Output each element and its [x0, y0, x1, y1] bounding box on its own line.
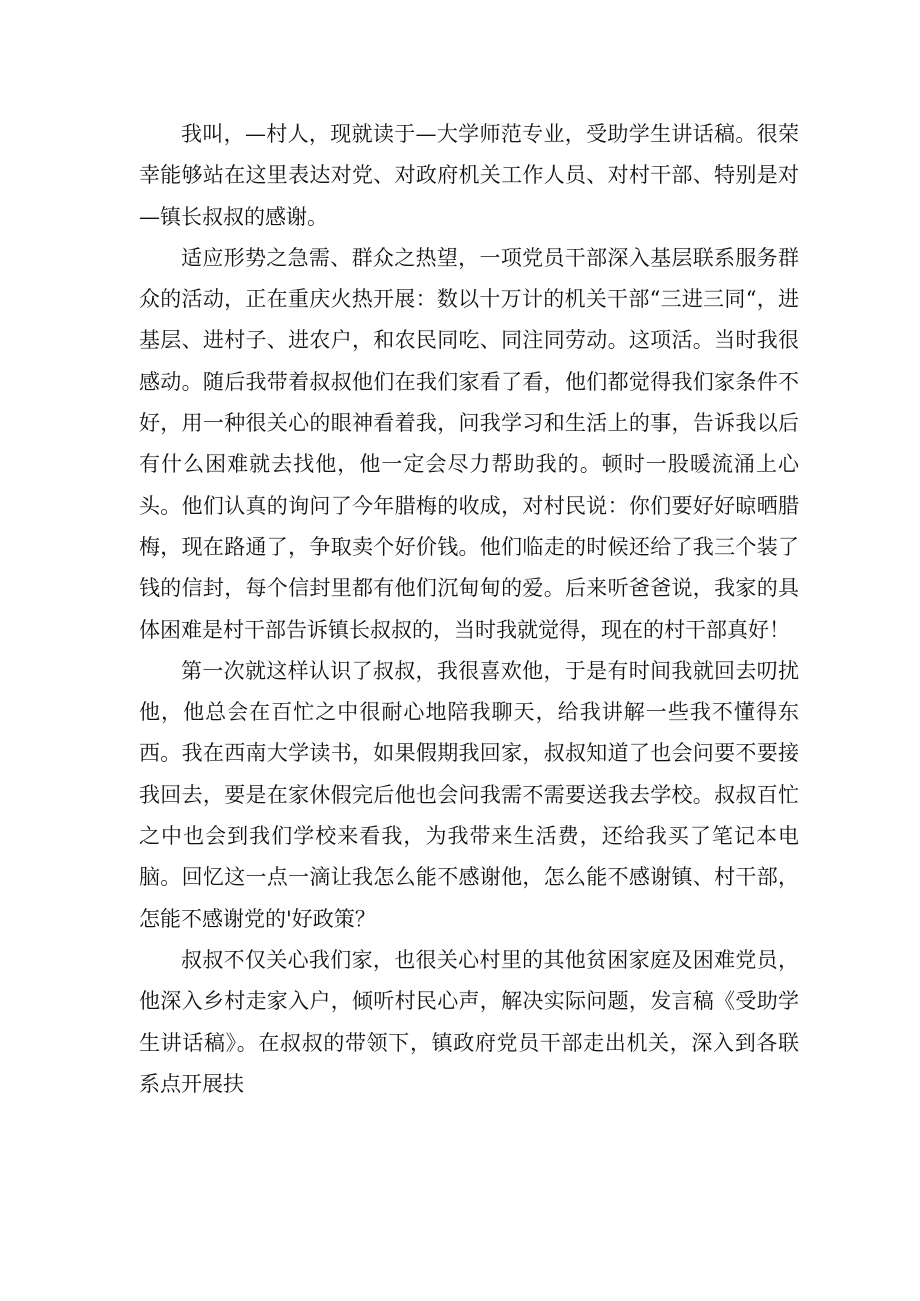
paragraph-uncle: 第一次就这样认识了叔叔，我很喜欢他，于是有时间我就回去叨扰他，他总会在百忙之中很耐心地陪我聊天，给我讲解一些我不懂得东西。我在西南大学读书，如果假期我回家，叔叔知道了也会问要不要接我回去，要是在家休假完后他也会问我需不需要送我去学校。叔叔百忙之中也会到我们学校来看我，为我带来生活费，还给我买了笔记本电脑。回忆这一点一滴让我怎么能不感谢他，怎么能不感谢镇、村干部，怎能不感谢党的'好政策？: [139, 658, 799, 931]
paragraph-village: 叔叔不仅关心我们家，也很关心村里的其他贫困家庭及困难党员，他深入乡村走家入户，倾听村民心声，解决实际问题，发言稿《受助学生讲话稿》。在叔叔的带领下，镇政府党员干部走出机关，深入到各联系点开展扶: [139, 947, 799, 1096]
paragraph-activity: 适应形势之急需、群众之热望，一项党员干部深入基层联系服务群众的活动，正在重庆火热开展：数以十万计的机关干部“三进三同“，进基层、进村子、进农户，和农民同吃、同注同劳动。这项活。当时我很感动。随后我带着叔叔他们在我们家看了看，他们都觉得我们家条件不好，用一种很关心的眼神看着我，问我学习和生活上的事，告诉我以后有什么困难就去找他，他一定会尽力帮助我的。顿时一股暖流涌上心头。他们认真的询问了今年腊梅的收成，对村民说：你们要好好晾晒腊梅，现在路通了，争取卖个好价钱。他们临走的时候还给了我三个装了钱的信封，每个信封里都有他们沉甸甸的爱。后来听爸爸说，我家的具体困难是村干部告诉镇长叔叔的，当时我就觉得，现在的村干部真好！: [139, 245, 799, 642]
document-body: [139, 114, 799, 1105]
paragraph-intro: 我叫，—村人，现就读于—大学师范专业，受助学生讲话稿。很荣幸能够站在这里表达对党、对政府机关工作人员、对村干部、特别是对—镇长叔叔的感谢。: [139, 122, 799, 229]
